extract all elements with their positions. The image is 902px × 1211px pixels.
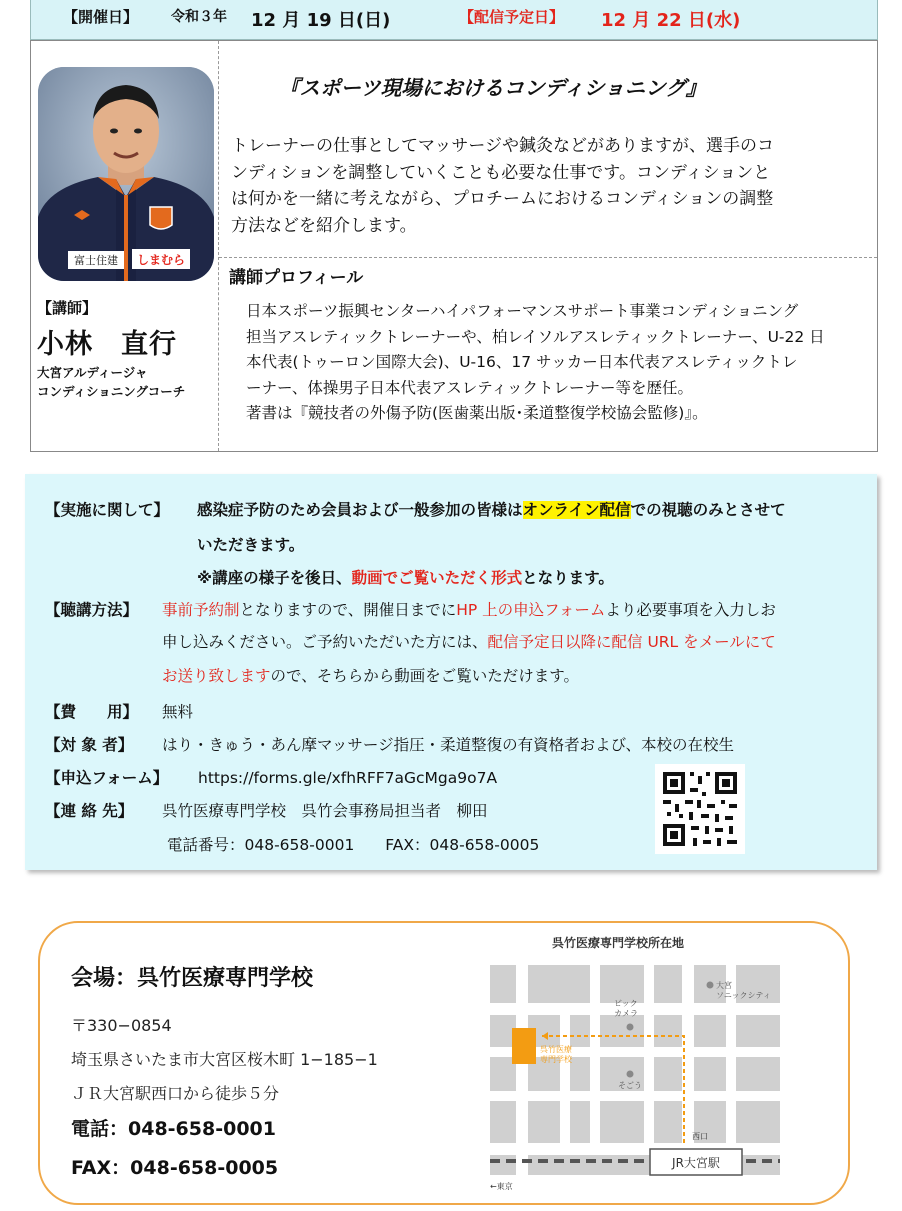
description-line: ンディションを調整していくことも必要な仕事です。コンディションと — [231, 162, 771, 183]
svg-text:そごう: そごう — [618, 1081, 642, 1090]
svg-text:西口: 西口 — [692, 1132, 708, 1141]
location-map — [486, 931, 816, 1199]
speaker-profile — [246, 299, 825, 427]
stream-value: 12 月 22 日(水) — [601, 10, 741, 31]
date-value: 12 月 19 日(日) — [251, 10, 391, 31]
svg-text:←東京: ←東京 — [490, 1182, 513, 1191]
profile-heading: 講師プロフィール — [229, 268, 364, 288]
svg-text:JR大宮駅: JR大宮駅 — [672, 1156, 720, 1170]
description-line: は何かを一緒に考えながら、プロチームにおけるコンディションの調整 — [231, 189, 774, 209]
online-highlight: オンライン配信 — [522, 501, 631, 519]
profile-line: ーナー、体操男子日本代表アスレティックトレーナー等を歴任。 — [246, 378, 694, 397]
description-line: 方法などを紹介します。 — [231, 215, 417, 236]
venue-access: ＪＲ大宮駅西口から徒歩５分 — [71, 1084, 280, 1103]
divider — [218, 41, 220, 451]
video-note: ※講座の様子を後日、動画でご覧いただく形式となります。 — [197, 569, 614, 587]
venue-phone: 電話：048-658-0001 — [71, 1118, 276, 1140]
svg-text:大宮: 大宮 — [716, 981, 732, 990]
venue-title: 会場：呉竹医療専門学校 — [71, 966, 314, 991]
lecture-box — [30, 40, 878, 452]
svg-text:しまむら: しまむら — [136, 253, 186, 267]
venue-fax: FAX：048-658-0005 — [71, 1157, 279, 1179]
profile-line: 担当アスレティックトレーナーや、柏レイソルアスレティックトレーナー、U-22 日 — [246, 327, 825, 346]
speaker-name: 小林 直行 — [37, 329, 177, 360]
implementation-label: 【実施に関して】 — [45, 501, 170, 519]
method-line3: お送り致しますので、そちらから動画をご覧いただけます。 — [162, 667, 579, 685]
method-line2: 申し込みください。ご予約いただいた方には、配信予定日以降に配信 URL をメールにて — [162, 633, 776, 651]
profile-line: 著書は『競技者の外傷予防(医歯薬出版･柔道整復学校協会監修)』。 — [246, 404, 708, 422]
fee-value: 無料 — [162, 703, 194, 721]
venue-postal: 〒330−0854 — [71, 1016, 172, 1035]
map-title: 呉竹医療専門学校所在地 — [552, 936, 685, 950]
fee-label: 【費 用】 — [45, 703, 139, 721]
date-label: 【開催日】 — [63, 8, 139, 26]
contact-row — [45, 799, 488, 821]
description-line: トレーナーの仕事としてマッサージや鍼灸などがありますが、選手のコ — [231, 136, 774, 156]
fee-row — [45, 700, 193, 722]
svg-text:呉竹医療: 呉竹医療 — [540, 1045, 572, 1054]
speaker-affiliation: 大宮アルディージャ — [37, 365, 148, 380]
event-date-bar — [30, 0, 878, 40]
target-value: はり・きゅう・あん摩マッサージ指圧・柔道整復の有資格者および、本校の在校生 — [162, 736, 734, 754]
venue-address: 埼玉県さいたま市大宮区桜木町 1−185−1 — [71, 1050, 378, 1069]
speaker-photo — [38, 67, 214, 281]
date-era: 令和３年 — [171, 9, 227, 25]
form-label: 【申込フォーム】 — [45, 769, 169, 787]
svg-text:ソニックシティ: ソニックシティ — [716, 991, 771, 1000]
info-box — [25, 474, 877, 870]
application-form-link[interactable]: HP 上の申込フォーム — [456, 601, 606, 619]
stream-label: 【配信予定日】 — [459, 8, 565, 26]
lecture-title: 『スポーツ現場におけるコンディショニング』 — [279, 76, 707, 100]
method-label: 【聴講方法】 — [45, 601, 139, 619]
divider — [219, 257, 877, 259]
contact-value: 呉竹医療専門学校 呉竹会事務局担当者 柳田 — [162, 802, 488, 820]
svg-text:カメラ: カメラ — [614, 1009, 638, 1018]
implementation-line2: いただきます。 — [197, 536, 305, 554]
lecture-description — [231, 133, 774, 239]
speaker-role-label: 【講師】 — [37, 299, 98, 317]
method-row: 【聴講方法】 事前予約制となりますので、開催日までにHP 上の申込フォームより必要事項を入力しお — [45, 598, 776, 620]
profile-line: 本代表(トゥーロン国際大会)、U-16、17 サッカー日本代表アスレティックトレ — [246, 353, 798, 371]
school-building — [512, 1028, 536, 1064]
speaker-position: コンディショニングコーチ — [37, 384, 186, 399]
contact-phone: 電話番号：048-658-0001 FAX：048-658-0005 — [167, 836, 540, 854]
contact-label: 【連 絡 先】 — [45, 802, 134, 820]
target-label: 【対 象 者】 — [45, 736, 134, 754]
svg-text:ビック: ビック — [614, 999, 638, 1008]
target-row — [45, 733, 734, 755]
form-row — [45, 766, 497, 788]
form-url-link[interactable]: https://forms.gle/xfhRFF7aGcMga9o7A — [198, 769, 498, 787]
venue-box — [38, 921, 850, 1205]
svg-text:富士住建: 富士住建 — [74, 254, 118, 267]
profile-line: 日本スポーツ振興センターハイパフォーマンスサポート事業コンディショニング — [246, 302, 799, 320]
svg-text:専門学校: 専門学校 — [540, 1055, 572, 1064]
qr-code-icon[interactable] — [655, 764, 745, 854]
implementation-row: 【実施に関して】 感染症予防のため会員および一般参加の皆様はオンライン配信での視聴のみとさせて — [45, 498, 786, 520]
